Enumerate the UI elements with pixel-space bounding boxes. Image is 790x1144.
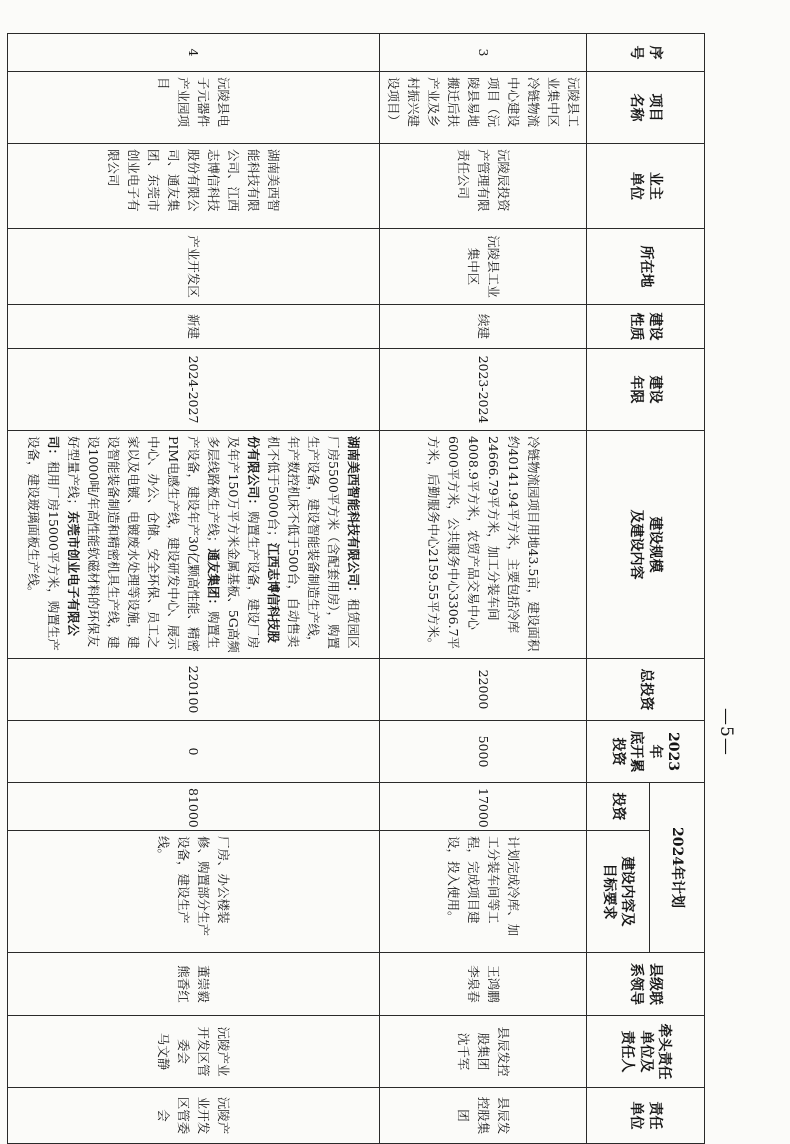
header-owner: 业主 单位 [587, 144, 705, 229]
cell-lead-unit: 沅陵产业开发区管委会 马文静 [8, 1016, 380, 1088]
header-period: 建设 年限 [587, 349, 705, 431]
header-lead-unit: 牵头责任 单位及 责任人 [587, 1016, 705, 1088]
scale-text-chuangye: 租用厂房15000平方米，购置生产设备，建设玻璃面板生产线。 [26, 436, 62, 651]
header-location: 所在地 [587, 229, 705, 305]
header-invested-2023: 2023年 底开累 投资 [587, 721, 705, 783]
cell-seq: 4 [8, 34, 380, 72]
cell-resp-unit: 沅陵产业开发区管委会 [8, 1088, 380, 1144]
cell-invested-2023: 0 [8, 721, 380, 783]
cell-seq: 3 [380, 34, 587, 72]
scale-text-zhiboxin: 购置生产设备，建设厂房及年产150万平方米金属基板、5G高频多层线路板生产线； [206, 436, 262, 653]
company-name-meixi: 湖南美西智能科技有限公司： [346, 436, 362, 599]
cell-period: 2024-2027 [8, 349, 380, 431]
table-row [8, 34, 380, 1144]
page-number: —5— [716, 708, 736, 756]
cell-invested-2023: 5000 [380, 721, 587, 783]
cell-scale [8, 431, 380, 659]
cell-plan-content: 计划完成冷库、加工分装车间等工程，完成项目建设，投入使用。 [380, 831, 587, 953]
cell-lead-unit: 县辰发控股集团 沈千军 [380, 1016, 587, 1088]
cell-plan-content: 厂房、办公楼装修、购置部分生产设备，建设生产线。 [8, 831, 380, 953]
cell-project-name: 沅陵县工业集中区冷链物流中心建设项目（沅陵县易地搬迁后扶产业及乡村振兴建设项目） [380, 72, 587, 144]
cell-location: 产业开发区 [8, 229, 380, 305]
cell-owner: 湖南美西智能科技有限公司、江西志博信科技股份有限公司、通友集团、东莞市创业电子有限公司 [8, 144, 380, 229]
cell-period: 2023-2024 [380, 349, 587, 431]
header-nature: 建设 性质 [587, 305, 705, 349]
table-row [380, 34, 587, 1144]
cell-total: 22000 [380, 659, 587, 721]
cell-owner: 沅陵辰投资产管理有限责任公司 [380, 144, 587, 229]
cell-total: 220100 [8, 659, 380, 721]
company-name-zhiboxin: 江西志博信科技股份有限公司： [246, 436, 282, 643]
header-leader: 县级联 系领导 [587, 953, 705, 1016]
cell-plan-invest: 81000 [8, 783, 380, 831]
header-scale: 建设规模 及建设内容 [587, 431, 705, 659]
cell-nature: 续建 [380, 305, 587, 349]
company-name-chuangye: 东莞市创业电子有限公司： [46, 436, 82, 637]
cell-nature: 新建 [8, 305, 380, 349]
header-name: 项目 名称 [587, 72, 705, 144]
scale-text: 冷链物流园项目用地43.5亩，建设面积约40141.94平方米，主要包括冷库24666.79平方米，加工分装车间4008.9平方米，农贸产品交易中心6000平方米，公共服务中心3306.7平方米，后勤服务中心2159.55平方米。 [426, 436, 541, 652]
header-plan-2024: 2024年计划 [650, 783, 705, 953]
header-seq: 序号 [587, 34, 705, 72]
cell-scale [380, 431, 587, 659]
company-name-tongyou: 通友集团： [206, 548, 222, 612]
header-resp-unit: 责任 单位 [587, 1088, 705, 1144]
header-plan-invest: 投资 [587, 783, 650, 831]
header-total: 总投资 [587, 659, 705, 721]
cell-leader: 董崇毅 熊香红 [8, 953, 380, 1016]
cell-resp-unit: 县辰发控股集团 [380, 1088, 587, 1144]
scale-text-tongyou: 购置生产设备，建设年产30亿颗高性能、精密PIM电感生产线，建设研发中心、展示中心、办公、仓储、安全环保、员工之家以及电镀、电镀废水处理等设施，建设智能装备制造和精密机具生产线，建设1000吨/年高性能软磁材料的环保友好型量产线； [66, 436, 222, 652]
cell-plan-invest: 17000 [380, 783, 587, 831]
scale-text-meixi: 租赁园区厂房5500平方米（含配套用房），购置生产设备，建设智能装备制造生产线，年产数控机床不低于500台，自动售卖机不低于5000台； [266, 436, 362, 650]
cell-project-name: 沅陵县电子元器件产业园项目 [8, 72, 380, 144]
cell-location: 沅陵县工业集中区 [380, 229, 587, 305]
project-table [7, 33, 705, 1144]
header-plan-content: 建设内容及 目标要求 [587, 831, 650, 953]
cell-leader: 王鸿鹏 李泉春 [380, 953, 587, 1016]
